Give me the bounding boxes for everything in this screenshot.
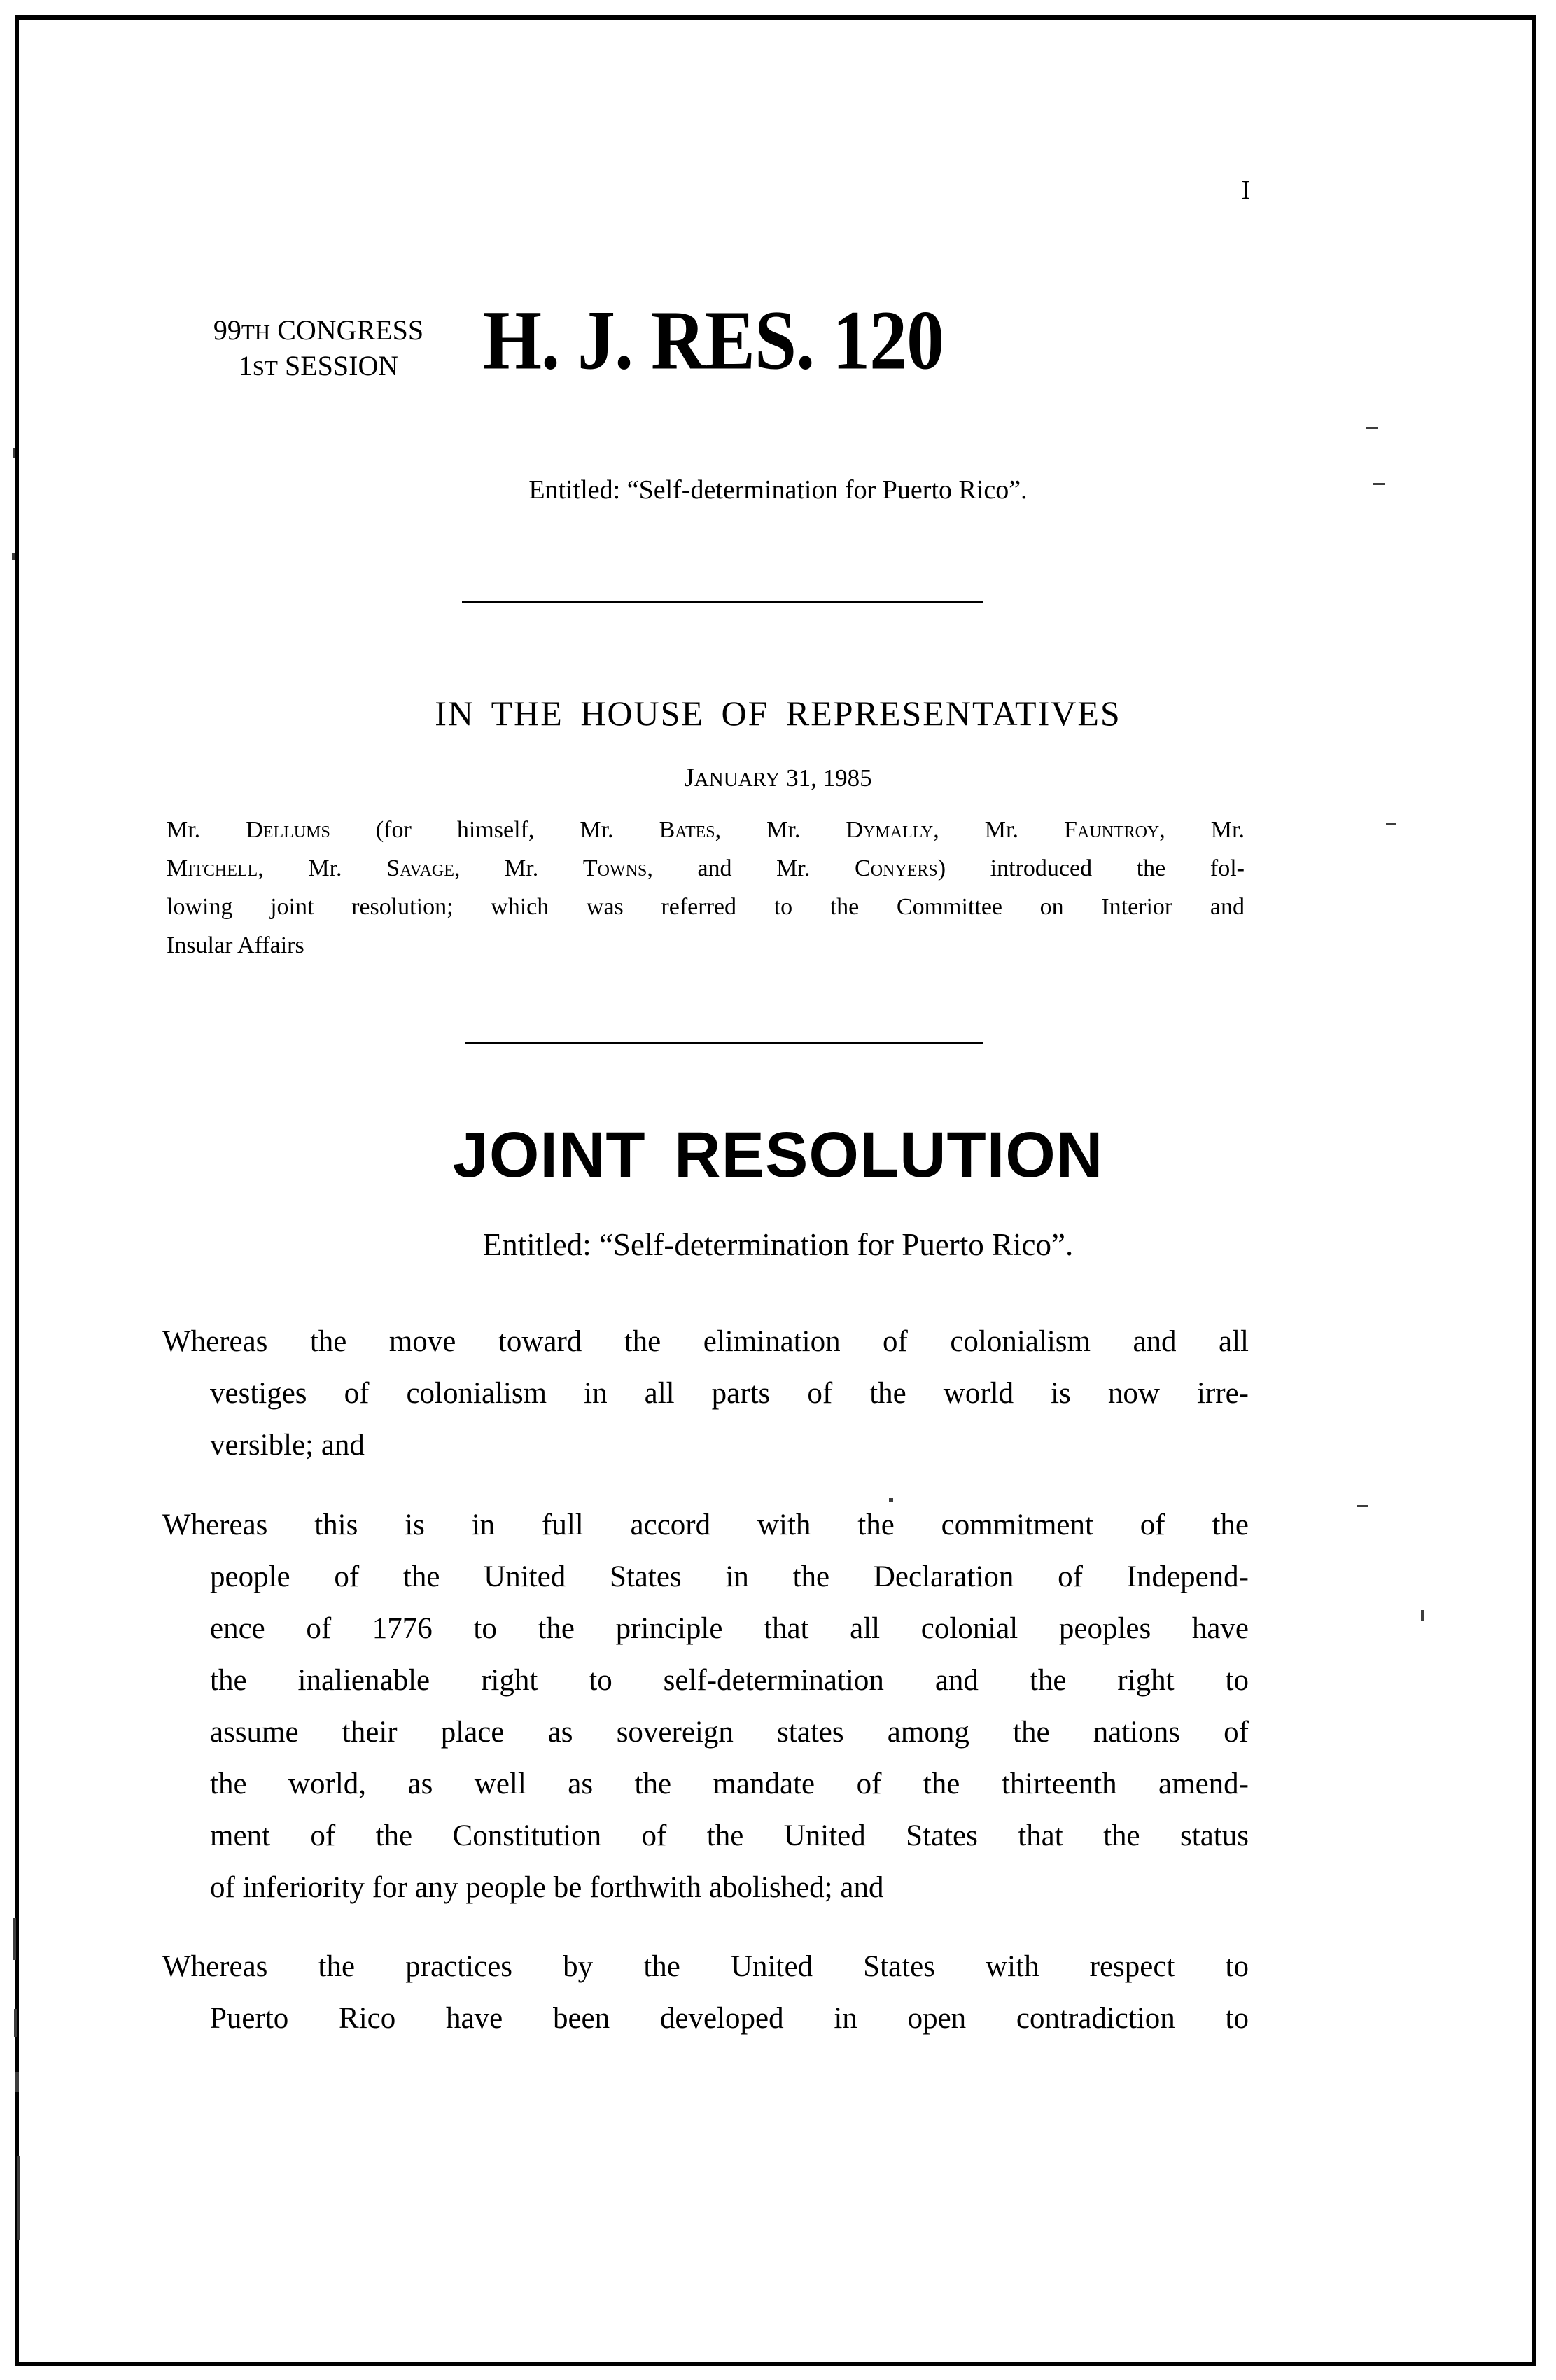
sponsor-name: Towns — [582, 855, 647, 882]
sponsor-name: Bates — [659, 817, 715, 843]
session-word: SESSION — [277, 350, 399, 382]
session-number: 1 — [238, 350, 253, 382]
whereas-clause — [162, 1941, 1249, 2045]
resolution-title: JOINT RESOLUTION — [452, 1119, 1104, 1191]
body-line: of inferiority for any people be forthwith abolished; and — [210, 1870, 884, 1904]
congress-ordinal-suffix: TH — [241, 320, 271, 344]
introduction-date — [0, 763, 1556, 793]
session-ordinal-suffix: ST — [252, 356, 278, 381]
whereas-clause — [162, 1316, 1249, 1471]
sponsor-name: Mitchell — [167, 855, 258, 882]
scan-speckle — [13, 1918, 16, 1960]
body-line: Whereas the move toward the elimination of colonialism and all — [162, 1325, 1249, 1358]
body-line: the inalienable right to self-determination and the right to — [210, 1663, 1249, 1697]
scan-speckle — [1366, 427, 1378, 429]
sponsor-name: Dymally — [846, 817, 934, 843]
body-line: vestiges of colonialism in all parts of the world is now irre- — [210, 1376, 1249, 1410]
sponsors-line: Mitchell, Mr. Savage, Mr. Towns, and Mr. Conyers) introduced the fol- — [167, 855, 1245, 882]
congress-session-block — [171, 312, 465, 384]
sponsors-block — [167, 811, 1245, 965]
page-number: I — [1241, 176, 1251, 205]
body-line: versible; and — [210, 1428, 365, 1462]
congress-line — [171, 312, 465, 348]
bill-number: H. J. RES. 120 — [483, 294, 944, 388]
sponsor-name: Fauntroy — [1064, 817, 1160, 843]
chamber-heading: IN THE HOUSE OF REPRESENTATIVES — [435, 694, 1121, 733]
sponsor-name: Savage — [386, 855, 454, 882]
sponsor-name: Dellums — [246, 817, 330, 843]
body-line: Puerto Rico have been developed in open contradiction to — [210, 2002, 1249, 2036]
entitled-subtitle-body: Entitled: “Self-determination for Puerto Rico”. — [482, 1227, 1074, 1262]
entitled-subtitle-top: Entitled: “Self-determination for Puerto Rico”. — [528, 475, 1028, 505]
congress-word: CONGRESS — [270, 314, 424, 346]
body-line: people of the United States in the Declaration of Independ- — [210, 1560, 1249, 1593]
session-line — [171, 348, 465, 384]
scan-speckle — [1357, 1505, 1368, 1507]
scan-speckle — [14, 2009, 17, 2037]
sponsors-line: Insular Affairs — [167, 932, 304, 959]
body-line: the world, as well as the mandate of the thirteenth amend- — [210, 1767, 1249, 1800]
date-month-rest: ANUARY — [694, 769, 780, 791]
masthead — [0, 294, 1556, 427]
sponsor-name: Conyers — [855, 855, 938, 882]
body-line: Whereas this is in full accord with the commitment of the — [162, 1508, 1249, 1541]
date-day-year: 31, 1985 — [780, 764, 872, 792]
divider-rule-bottom — [465, 1042, 983, 1044]
resolution-body — [162, 1316, 1249, 2073]
body-line: Whereas the practices by the United States with respect to — [162, 1950, 1249, 1984]
sponsors-line: Mr. Dellums (for himself, Mr. Bates, Mr. Dymally, Mr. Fauntroy, Mr. — [167, 817, 1245, 843]
whereas-clause — [162, 1499, 1249, 1914]
body-line: ence of 1776 to the principle that all colonial peoples have — [210, 1611, 1249, 1645]
scan-speckle — [1421, 1610, 1424, 1621]
scan-speckle — [17, 2156, 20, 2240]
sponsors-line: lowing joint resolution; which was referred to the Committee on Interior and — [167, 894, 1245, 920]
divider-rule-top — [462, 601, 983, 603]
body-line: ment of the Constitution of the United States that the status — [210, 1819, 1249, 1852]
scan-speckle — [15, 2072, 19, 2092]
date-month-initial: J — [684, 764, 694, 792]
scan-speckle — [13, 448, 15, 458]
scan-speckle — [12, 553, 15, 560]
congress-number: 99 — [213, 314, 241, 346]
body-line: assume their place as sovereign states among the nations of — [210, 1715, 1249, 1749]
scan-speckle — [1386, 822, 1396, 825]
